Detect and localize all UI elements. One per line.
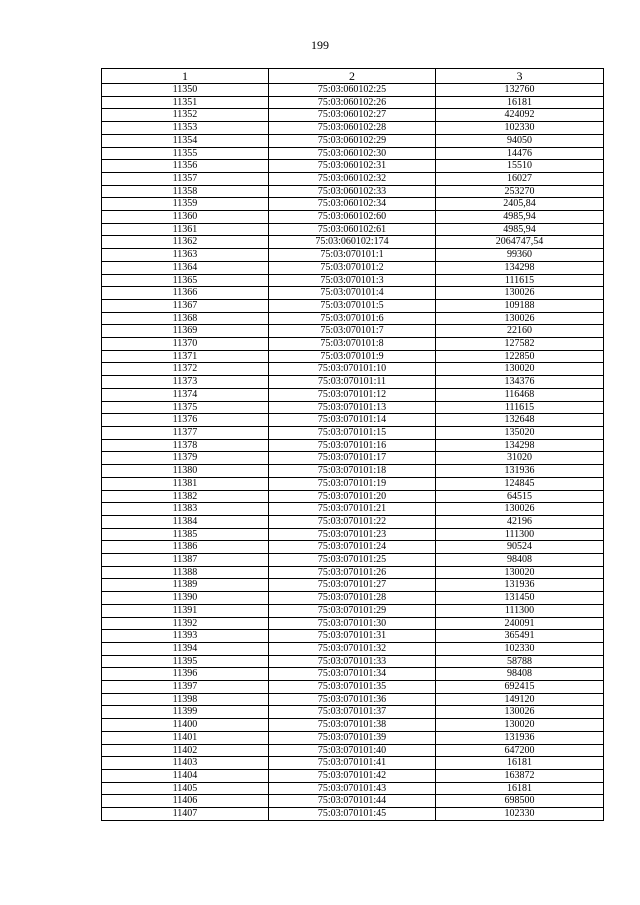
value-cell: 111300 [436, 604, 604, 617]
value-cell: 163872 [436, 769, 604, 782]
cadastral-number-cell: 75:03:070101:41 [269, 757, 436, 770]
table-row [102, 554, 604, 567]
table-row [102, 325, 604, 338]
value-cell: 99360 [436, 249, 604, 262]
cadastral-number-cell: 75:03:070101:2 [269, 261, 436, 274]
value-cell: 132648 [436, 414, 604, 427]
table-row [102, 630, 604, 643]
table-row [102, 109, 604, 122]
column-header-2: 2 [269, 69, 436, 84]
table-row [102, 147, 604, 160]
cadastral-number-cell: 75:03:070101:39 [269, 731, 436, 744]
cadastral-number-cell: 75:03:070101:44 [269, 795, 436, 808]
cadastral-number-cell: 75:03:070101:37 [269, 706, 436, 719]
cadastral-number-cell: 75:03:060102:32 [269, 172, 436, 185]
value-cell: 16027 [436, 172, 604, 185]
row-number-cell: 11373 [102, 376, 269, 389]
row-number-cell: 11355 [102, 147, 269, 160]
row-number-cell: 11369 [102, 325, 269, 338]
value-cell: 98408 [436, 554, 604, 567]
table-row [102, 757, 604, 770]
value-cell: 15510 [436, 160, 604, 173]
table-row [102, 350, 604, 363]
table-row [102, 566, 604, 579]
cadastral-number-cell: 75:03:070101:3 [269, 274, 436, 287]
row-number-cell: 11387 [102, 554, 269, 567]
value-cell: 4985,94 [436, 211, 604, 224]
row-number-cell: 11379 [102, 452, 269, 465]
value-cell: 58788 [436, 655, 604, 668]
cadastral-number-cell: 75:03:070101:43 [269, 782, 436, 795]
table-row [102, 134, 604, 147]
row-number-cell: 11362 [102, 236, 269, 249]
cadastral-number-cell: 75:03:070101:45 [269, 808, 436, 821]
row-number-cell: 11365 [102, 274, 269, 287]
value-cell: 16181 [436, 96, 604, 109]
value-cell: 131450 [436, 592, 604, 605]
cadastral-number-cell: 75:03:070101:29 [269, 604, 436, 617]
value-cell: 134298 [436, 261, 604, 274]
table-row [102, 211, 604, 224]
value-cell: 134298 [436, 439, 604, 452]
cadastral-number-cell: 75:03:060102:60 [269, 211, 436, 224]
row-number-cell: 11361 [102, 223, 269, 236]
row-number-cell: 11377 [102, 426, 269, 439]
cadastral-number-cell: 75:03:070101:27 [269, 579, 436, 592]
cadastral-number-cell: 75:03:070101:4 [269, 287, 436, 300]
row-number-cell: 11401 [102, 731, 269, 744]
cadastral-number-cell: 75:03:070101:19 [269, 477, 436, 490]
cadastral-number-cell: 75:03:070101:35 [269, 681, 436, 694]
cadastral-number-cell: 75:03:070101:22 [269, 515, 436, 528]
cadastral-number-cell: 75:03:070101:26 [269, 566, 436, 579]
cadastral-number-cell: 75:03:060102:34 [269, 198, 436, 211]
table-row [102, 719, 604, 732]
table-row [102, 465, 604, 478]
table-row [102, 363, 604, 376]
row-number-cell: 11407 [102, 808, 269, 821]
table-row [102, 706, 604, 719]
value-cell: 135020 [436, 426, 604, 439]
cadastral-number-cell: 75:03:060102:61 [269, 223, 436, 236]
cadastral-number-cell: 75:03:070101:18 [269, 465, 436, 478]
row-number-cell: 11386 [102, 541, 269, 554]
cadastral-number-cell: 75:03:070101:32 [269, 642, 436, 655]
cadastral-number-cell: 75:03:070101:34 [269, 668, 436, 681]
table-row [102, 490, 604, 503]
table-row [102, 731, 604, 744]
table-row [102, 439, 604, 452]
row-number-cell: 11397 [102, 681, 269, 694]
table-row [102, 579, 604, 592]
table-row [102, 769, 604, 782]
cadastral-number-cell: 75:03:070101:6 [269, 312, 436, 325]
table-row [102, 414, 604, 427]
data-table [101, 68, 604, 821]
cadastral-number-cell: 75:03:070101:17 [269, 452, 436, 465]
value-cell: 424092 [436, 109, 604, 122]
table-row [102, 592, 604, 605]
value-cell: 111615 [436, 401, 604, 414]
table-row [102, 693, 604, 706]
table-row [102, 376, 604, 389]
cadastral-number-cell: 75:03:060102:33 [269, 185, 436, 198]
table-row [102, 477, 604, 490]
table-row [102, 249, 604, 262]
row-number-cell: 11384 [102, 515, 269, 528]
row-number-cell: 11400 [102, 719, 269, 732]
value-cell: 2064747,54 [436, 236, 604, 249]
row-number-cell: 11404 [102, 769, 269, 782]
value-cell: 132760 [436, 84, 604, 97]
row-number-cell: 11396 [102, 668, 269, 681]
row-number-cell: 11383 [102, 503, 269, 516]
table-row [102, 84, 604, 97]
row-number-cell: 11367 [102, 299, 269, 312]
table-row [102, 795, 604, 808]
table-row [102, 96, 604, 109]
row-number-cell: 11391 [102, 604, 269, 617]
cadastral-number-cell: 75:03:070101:33 [269, 655, 436, 668]
row-number-cell: 11372 [102, 363, 269, 376]
cadastral-number-cell: 75:03:070101:9 [269, 350, 436, 363]
value-cell: 42196 [436, 515, 604, 528]
table-row [102, 160, 604, 173]
table-row [102, 655, 604, 668]
table-row [102, 261, 604, 274]
row-number-cell: 11374 [102, 388, 269, 401]
cadastral-number-cell: 75:03:070101:31 [269, 630, 436, 643]
table-row [102, 312, 604, 325]
value-cell: 647200 [436, 744, 604, 757]
row-number-cell: 11380 [102, 465, 269, 478]
row-number-cell: 11368 [102, 312, 269, 325]
row-number-cell: 11389 [102, 579, 269, 592]
value-cell: 130026 [436, 312, 604, 325]
table-header [102, 69, 604, 84]
table-row [102, 528, 604, 541]
table-row [102, 808, 604, 821]
row-number-cell: 11376 [102, 414, 269, 427]
row-number-cell: 11353 [102, 122, 269, 135]
row-number-cell: 11351 [102, 96, 269, 109]
value-cell: 149120 [436, 693, 604, 706]
row-number-cell: 11357 [102, 172, 269, 185]
table-row [102, 541, 604, 554]
table-row [102, 236, 604, 249]
cadastral-number-cell: 75:03:070101:7 [269, 325, 436, 338]
cadastral-number-cell: 75:03:060102:29 [269, 134, 436, 147]
cadastral-number-cell: 75:03:060102:27 [269, 109, 436, 122]
row-number-cell: 11375 [102, 401, 269, 414]
value-cell: 130026 [436, 503, 604, 516]
row-number-cell: 11392 [102, 617, 269, 630]
row-number-cell: 11360 [102, 211, 269, 224]
cadastral-number-cell: 75:03:070101:30 [269, 617, 436, 630]
row-number-cell: 11366 [102, 287, 269, 300]
value-cell: 102330 [436, 808, 604, 821]
cadastral-number-cell: 75:03:070101:20 [269, 490, 436, 503]
value-cell: 130020 [436, 566, 604, 579]
value-cell: 22160 [436, 325, 604, 338]
row-number-cell: 11352 [102, 109, 269, 122]
value-cell: 16181 [436, 782, 604, 795]
cadastral-number-cell: 75:03:070101:12 [269, 388, 436, 401]
column-header-1: 1 [102, 69, 269, 84]
cadastral-number-cell: 75:03:070101:42 [269, 769, 436, 782]
table-row [102, 515, 604, 528]
table-row [102, 185, 604, 198]
value-cell: 98408 [436, 668, 604, 681]
cadastral-number-cell: 75:03:060102:174 [269, 236, 436, 249]
value-cell: 94050 [436, 134, 604, 147]
row-number-cell: 11395 [102, 655, 269, 668]
value-cell: 130026 [436, 287, 604, 300]
row-number-cell: 11350 [102, 84, 269, 97]
row-number-cell: 11354 [102, 134, 269, 147]
cadastral-number-cell: 75:03:070101:14 [269, 414, 436, 427]
row-number-cell: 11403 [102, 757, 269, 770]
column-header-3: 3 [436, 69, 604, 84]
value-cell: 2405,84 [436, 198, 604, 211]
cadastral-number-cell: 75:03:060102:31 [269, 160, 436, 173]
table-row [102, 681, 604, 694]
value-cell: 130026 [436, 706, 604, 719]
value-cell: 16181 [436, 757, 604, 770]
table-row [102, 617, 604, 630]
cadastral-number-cell: 75:03:070101:36 [269, 693, 436, 706]
row-number-cell: 11356 [102, 160, 269, 173]
table-row [102, 287, 604, 300]
row-number-cell: 11358 [102, 185, 269, 198]
cadastral-number-cell: 75:03:070101:40 [269, 744, 436, 757]
cadastral-number-cell: 75:03:060102:30 [269, 147, 436, 160]
value-cell: 102330 [436, 122, 604, 135]
value-cell: 130020 [436, 719, 604, 732]
table-row [102, 503, 604, 516]
table-row [102, 172, 604, 185]
value-cell: 131936 [436, 731, 604, 744]
table-row [102, 452, 604, 465]
value-cell: 111615 [436, 274, 604, 287]
table-row [102, 426, 604, 439]
row-number-cell: 11402 [102, 744, 269, 757]
table-row [102, 299, 604, 312]
table-row [102, 604, 604, 617]
cadastral-number-cell: 75:03:070101:10 [269, 363, 436, 376]
cadastral-number-cell: 75:03:070101:25 [269, 554, 436, 567]
cadastral-number-cell: 75:03:070101:1 [269, 249, 436, 262]
value-cell: 134376 [436, 376, 604, 389]
value-cell: 131936 [436, 579, 604, 592]
page-number: 199 [311, 38, 329, 52]
row-number-cell: 11405 [102, 782, 269, 795]
cadastral-number-cell: 75:03:060102:25 [269, 84, 436, 97]
value-cell: 90524 [436, 541, 604, 554]
table-row [102, 198, 604, 211]
table-row [102, 401, 604, 414]
cadastral-number-cell: 75:03:060102:28 [269, 122, 436, 135]
cadastral-number-cell: 75:03:060102:26 [269, 96, 436, 109]
row-number-cell: 11382 [102, 490, 269, 503]
cadastral-number-cell: 75:03:070101:5 [269, 299, 436, 312]
row-number-cell: 11371 [102, 350, 269, 363]
value-cell: 698500 [436, 795, 604, 808]
row-number-cell: 11393 [102, 630, 269, 643]
value-cell: 109188 [436, 299, 604, 312]
table-row [102, 122, 604, 135]
value-cell: 116468 [436, 388, 604, 401]
header-row [102, 69, 604, 84]
row-number-cell: 11388 [102, 566, 269, 579]
value-cell: 365491 [436, 630, 604, 643]
row-number-cell: 11399 [102, 706, 269, 719]
row-number-cell: 11381 [102, 477, 269, 490]
table-body [102, 84, 604, 821]
row-number-cell: 11370 [102, 338, 269, 351]
table-row [102, 782, 604, 795]
value-cell: 102330 [436, 642, 604, 655]
table-row [102, 223, 604, 236]
cadastral-number-cell: 75:03:070101:21 [269, 503, 436, 516]
value-cell: 130020 [436, 363, 604, 376]
row-number-cell: 11398 [102, 693, 269, 706]
value-cell: 122850 [436, 350, 604, 363]
table-row [102, 668, 604, 681]
row-number-cell: 11364 [102, 261, 269, 274]
cadastral-number-cell: 75:03:070101:11 [269, 376, 436, 389]
value-cell: 111300 [436, 528, 604, 541]
row-number-cell: 11359 [102, 198, 269, 211]
table-row [102, 744, 604, 757]
cadastral-number-cell: 75:03:070101:15 [269, 426, 436, 439]
cadastral-number-cell: 75:03:070101:8 [269, 338, 436, 351]
value-cell: 240091 [436, 617, 604, 630]
row-number-cell: 11378 [102, 439, 269, 452]
value-cell: 127582 [436, 338, 604, 351]
row-number-cell: 11394 [102, 642, 269, 655]
value-cell: 692415 [436, 681, 604, 694]
table-row [102, 274, 604, 287]
value-cell: 4985,94 [436, 223, 604, 236]
row-number-cell: 11385 [102, 528, 269, 541]
value-cell: 14476 [436, 147, 604, 160]
cadastral-number-cell: 75:03:070101:23 [269, 528, 436, 541]
cadastral-number-cell: 75:03:070101:24 [269, 541, 436, 554]
cadastral-number-cell: 75:03:070101:13 [269, 401, 436, 414]
value-cell: 124845 [436, 477, 604, 490]
row-number-cell: 11406 [102, 795, 269, 808]
cadastral-number-cell: 75:03:070101:28 [269, 592, 436, 605]
table-row [102, 388, 604, 401]
value-cell: 253270 [436, 185, 604, 198]
table-row [102, 642, 604, 655]
cadastral-number-cell: 75:03:070101:38 [269, 719, 436, 732]
row-number-cell: 11390 [102, 592, 269, 605]
row-number-cell: 11363 [102, 249, 269, 262]
value-cell: 64515 [436, 490, 604, 503]
value-cell: 131936 [436, 465, 604, 478]
value-cell: 31020 [436, 452, 604, 465]
cadastral-number-cell: 75:03:070101:16 [269, 439, 436, 452]
table-row [102, 338, 604, 351]
